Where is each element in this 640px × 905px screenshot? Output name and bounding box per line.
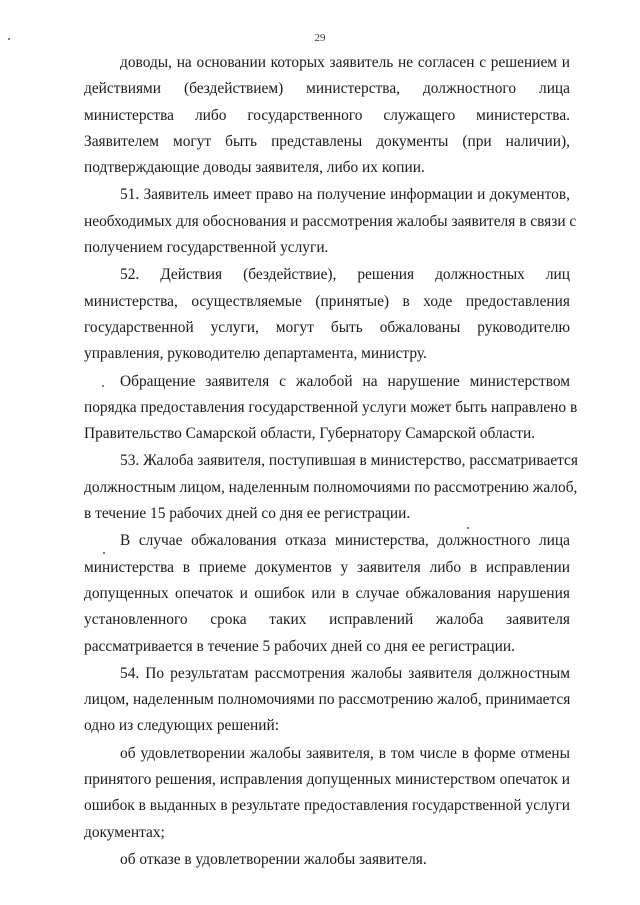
text-line: документах; xyxy=(84,823,165,841)
text-line: 53. Жалоба заявителя, поступившая в министерство, рассматривается xyxy=(120,452,578,470)
text-line: установленного срока таких исправлений жалоба заявителя xyxy=(84,611,570,629)
text-line: 54. По результатам рассмотрения жалобы заявителя должностным xyxy=(120,664,570,682)
text-line: ошибок в выданных в результате предоставления государственной услуги xyxy=(84,797,570,815)
text-line: в течение 15 рабочих дней со дня ее регистрации. xyxy=(84,505,411,523)
text-line: государственной услуги, могут быть обжалованы руководителю xyxy=(84,318,570,336)
text-line: Обращение заявителя с жалобой на нарушение министерством xyxy=(120,372,570,390)
text-line: об удовлетворении жалобы заявителя, в том числе в форме отмены xyxy=(120,744,570,762)
paragraph-grounds xyxy=(84,50,570,181)
paragraph-refusal xyxy=(84,847,570,873)
text-line: подтверждающие доводы заявителя, либо их копии. xyxy=(84,159,425,177)
text-line: министерства, осуществляемые (принятые) в ходе предоставления xyxy=(84,292,570,310)
paragraph-refusal-case xyxy=(84,528,570,659)
page-number: 29 xyxy=(314,32,326,44)
document-body xyxy=(84,50,578,873)
text-line: министерства в приеме документов у заявителя либо в исправлении xyxy=(84,558,570,576)
text-line: 51. Заявитель имеет право на получение информации и документов, xyxy=(120,186,570,204)
text-line: 52. Действия (бездействие), решения должностных лиц xyxy=(120,266,570,284)
scan-speck xyxy=(467,527,469,529)
text-line: управления, руководителю департамента, министру. xyxy=(84,345,427,363)
text-line: Правительство Самарской области, Губернатору Самарской области. xyxy=(84,425,536,443)
paragraph-51 xyxy=(84,182,577,261)
text-line: об отказе в удовлетворении жалобы заявителя. xyxy=(120,850,427,868)
text-line: одно из следующих решений: xyxy=(84,717,280,735)
scan-speck xyxy=(103,552,105,554)
paragraph-53 xyxy=(84,448,578,527)
text-line: необходимых для обоснования и рассмотрения жалобы заявителя в связи с xyxy=(84,212,577,230)
paragraph-satisfaction xyxy=(84,741,570,846)
text-line: принятого решения, исправления допущенных министерством опечаток и xyxy=(84,771,570,789)
text-line: порядка предоставления государственной услуги может быть направлено в xyxy=(84,398,578,416)
scan-speck xyxy=(8,38,10,40)
paragraph-appeal-government xyxy=(84,369,578,448)
text-line: действиями (бездействием) министерства, должностного лица xyxy=(84,80,570,98)
scan-speck xyxy=(102,385,104,387)
paragraph-52 xyxy=(84,262,570,367)
text-line: получением государственной услуги. xyxy=(84,239,329,257)
text-line: должностным лицом, наделенным полномочиями по рассмотрению жалоб, xyxy=(84,478,578,496)
text-line: доводы, на основании которых заявитель не согласен с решением и xyxy=(120,54,570,71)
text-line: Заявителем могут быть представлены документы (при наличии), xyxy=(84,132,570,150)
text-line: допущенных опечаток и ошибок или в случае обжалования нарушения xyxy=(84,584,570,602)
text-line: В случае обжалования отказа министерства, должностного лица xyxy=(120,532,570,550)
text-line: рассматривается в течение 5 рабочих дней со дня ее регистрации. xyxy=(84,637,515,655)
text-line: министерства либо государственного служащего министерства. xyxy=(84,106,570,124)
text-line: лицом, наделенным полномочиями по рассмотрению жалоб, принимается xyxy=(84,691,571,709)
paragraph-54 xyxy=(84,661,570,740)
